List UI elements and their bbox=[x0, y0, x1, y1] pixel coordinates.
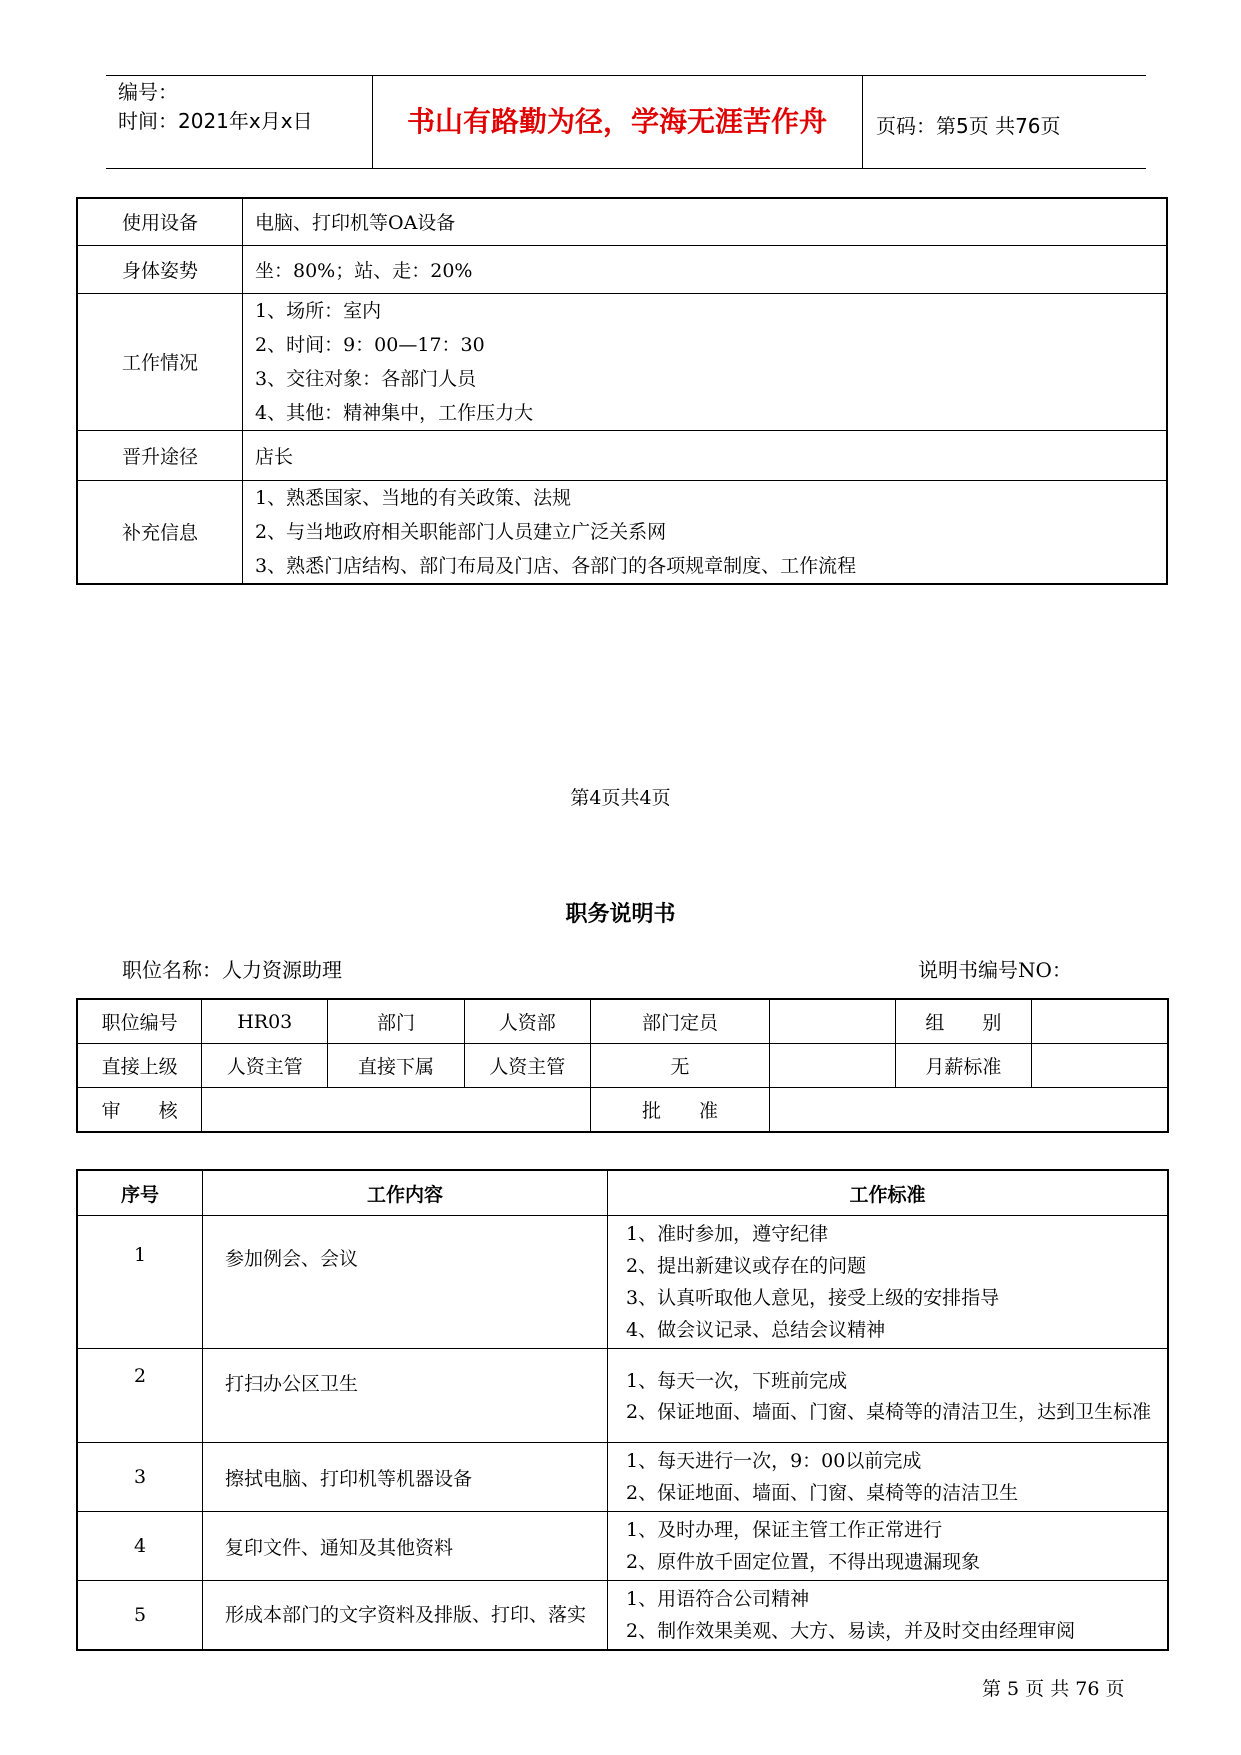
cell: 审 核 bbox=[77, 1088, 202, 1133]
standard-cell bbox=[608, 1216, 1169, 1349]
row-line: 1、熟悉国家、当地的有关政策、法规 bbox=[255, 486, 572, 509]
cell: 部门 bbox=[328, 999, 465, 1044]
header-divider-right bbox=[862, 75, 863, 168]
seq-cell: 2 bbox=[77, 1349, 203, 1443]
row-label: 工作情况 bbox=[77, 293, 243, 430]
footer-page-number: 第 5 页 共 76 页 bbox=[982, 1678, 1125, 1700]
table-row bbox=[77, 1581, 1168, 1651]
cell: 部门定员 bbox=[590, 999, 770, 1044]
table-row bbox=[77, 1088, 1168, 1133]
table-row bbox=[77, 1443, 1168, 1512]
row-line: 2、时间：9：00—17：30 bbox=[255, 333, 485, 356]
standard-line: 2、保证地面、墙面、门窗、桌椅等的清洁卫生，达到卫生标准 bbox=[626, 1400, 1152, 1423]
row-label: 身体姿势 bbox=[77, 245, 243, 293]
standard-line: 1、每天一次，下班前完成 bbox=[626, 1369, 848, 1392]
header-top-rule bbox=[106, 75, 1146, 76]
standard-line: 2、制作效果美观、大方、易读，并及时交由经理审阅 bbox=[626, 1620, 1076, 1642]
row-value bbox=[243, 480, 1168, 584]
header-bottom-rule bbox=[106, 168, 1146, 169]
cell: 批 准 bbox=[590, 1088, 770, 1133]
standard-cell bbox=[608, 1581, 1169, 1651]
cell: HR03 bbox=[202, 999, 328, 1044]
table-row bbox=[77, 430, 1167, 480]
table-row bbox=[77, 198, 1167, 245]
standard-line: 2、提出新建议或存在的问题 bbox=[626, 1255, 867, 1277]
header-date: 时间：2021年x月x日 bbox=[118, 109, 313, 133]
standard-line: 3、认真听取他人意见，接受上级的安排指导 bbox=[626, 1287, 1000, 1309]
content-cell: 形成本部门的文字资料及排版、打印、落实 bbox=[203, 1581, 608, 1651]
position-name: 职位名称：人力资源助理 bbox=[122, 958, 342, 982]
header-page-code: 页码：第5页 共76页 bbox=[876, 114, 1061, 138]
row-line: 3、熟悉门店结构、部门布局及门店、各部门的各项规章制度、工作流程 bbox=[255, 554, 857, 577]
standard-line: 4、做会议记录、总结会议精神 bbox=[626, 1319, 886, 1341]
table-row bbox=[77, 245, 1167, 293]
table-row bbox=[77, 293, 1167, 430]
cell: 月薪标准 bbox=[895, 1044, 1031, 1088]
cell bbox=[1031, 999, 1168, 1044]
table-row bbox=[77, 1349, 1168, 1443]
table-row bbox=[77, 1044, 1168, 1088]
standard-cell bbox=[608, 1349, 1169, 1443]
document-number: 说明书编号NO： bbox=[918, 958, 1072, 982]
header-number: 编号： bbox=[118, 80, 178, 104]
cell bbox=[770, 1044, 896, 1088]
standard-line: 1、用语符合公司精神 bbox=[626, 1588, 810, 1610]
row-line: 2、与当地政府相关职能部门人员建立广泛关系网 bbox=[255, 520, 667, 543]
seq-cell: 5 bbox=[77, 1581, 203, 1651]
duties-table bbox=[76, 1169, 1169, 1651]
seq-cell: 1 bbox=[77, 1216, 203, 1349]
standard-line: 1、每天进行一次，9：00以前完成 bbox=[626, 1450, 922, 1472]
table-row bbox=[77, 999, 1168, 1044]
middle-page-number: 第4页共4页 bbox=[570, 787, 671, 809]
cell: 无 bbox=[590, 1044, 770, 1088]
content-cell: 参加例会、会议 bbox=[203, 1216, 608, 1349]
header-seq: 序号 bbox=[77, 1170, 203, 1216]
row-label: 晋升途径 bbox=[77, 430, 243, 480]
table-row bbox=[77, 480, 1167, 584]
job-conditions-table bbox=[76, 197, 1168, 585]
row-value: 店长 bbox=[243, 430, 1168, 480]
cell bbox=[1031, 1044, 1168, 1088]
row-line: 4、其他：精神集中，工作压力大 bbox=[255, 401, 534, 424]
standard-line: 1、准时参加，遵守纪律 bbox=[626, 1223, 829, 1245]
row-line: 1、场所：室内 bbox=[255, 299, 382, 322]
cell: 人资主管 bbox=[464, 1044, 590, 1088]
content-cell: 复印文件、通知及其他资料 bbox=[203, 1512, 608, 1581]
table-row bbox=[77, 1512, 1168, 1581]
cell bbox=[770, 999, 896, 1044]
cell bbox=[770, 1088, 1168, 1133]
table-header-row bbox=[77, 1170, 1168, 1216]
standard-line: 1、及时办理，保证主管工作正常进行 bbox=[626, 1519, 943, 1541]
row-label: 补充信息 bbox=[77, 480, 243, 584]
seq-cell: 3 bbox=[77, 1443, 203, 1512]
row-label: 使用设备 bbox=[77, 198, 243, 245]
content-cell: 打扫办公区卫生 bbox=[203, 1349, 608, 1443]
document-title: 职务说明书 bbox=[565, 902, 676, 927]
standard-cell bbox=[608, 1512, 1169, 1581]
cell bbox=[202, 1088, 590, 1133]
row-value: 坐：80%；站、走：20% bbox=[243, 245, 1168, 293]
header-meta bbox=[118, 78, 313, 136]
cell: 直接下属 bbox=[328, 1044, 465, 1088]
seq-cell: 4 bbox=[77, 1512, 203, 1581]
row-value bbox=[243, 293, 1168, 430]
table-row bbox=[77, 1216, 1168, 1349]
header-standard: 工作标准 bbox=[608, 1170, 1169, 1216]
cell: 职位编号 bbox=[77, 999, 202, 1044]
row-line: 3、交往对象：各部门人员 bbox=[255, 367, 477, 390]
row-value: 电脑、打印机等OA设备 bbox=[243, 198, 1168, 245]
cell: 直接上级 bbox=[77, 1044, 202, 1088]
standard-cell bbox=[608, 1443, 1169, 1512]
header-motto: 书山有路勤为径，学海无涯苦作舟 bbox=[406, 105, 827, 138]
standard-line: 2、原件放千固定位置，不得出现遗漏现象 bbox=[626, 1551, 981, 1573]
standard-line: 2、保证地面、墙面、门窗、桌椅等的洁洁卫生 bbox=[626, 1482, 1019, 1504]
cell: 组 别 bbox=[895, 999, 1031, 1044]
header-content: 工作内容 bbox=[203, 1170, 608, 1216]
cell: 人资主管 bbox=[202, 1044, 328, 1088]
content-cell: 擦拭电脑、打印机等机器设备 bbox=[203, 1443, 608, 1512]
cell: 人资部 bbox=[464, 999, 590, 1044]
position-info-table bbox=[76, 998, 1169, 1133]
